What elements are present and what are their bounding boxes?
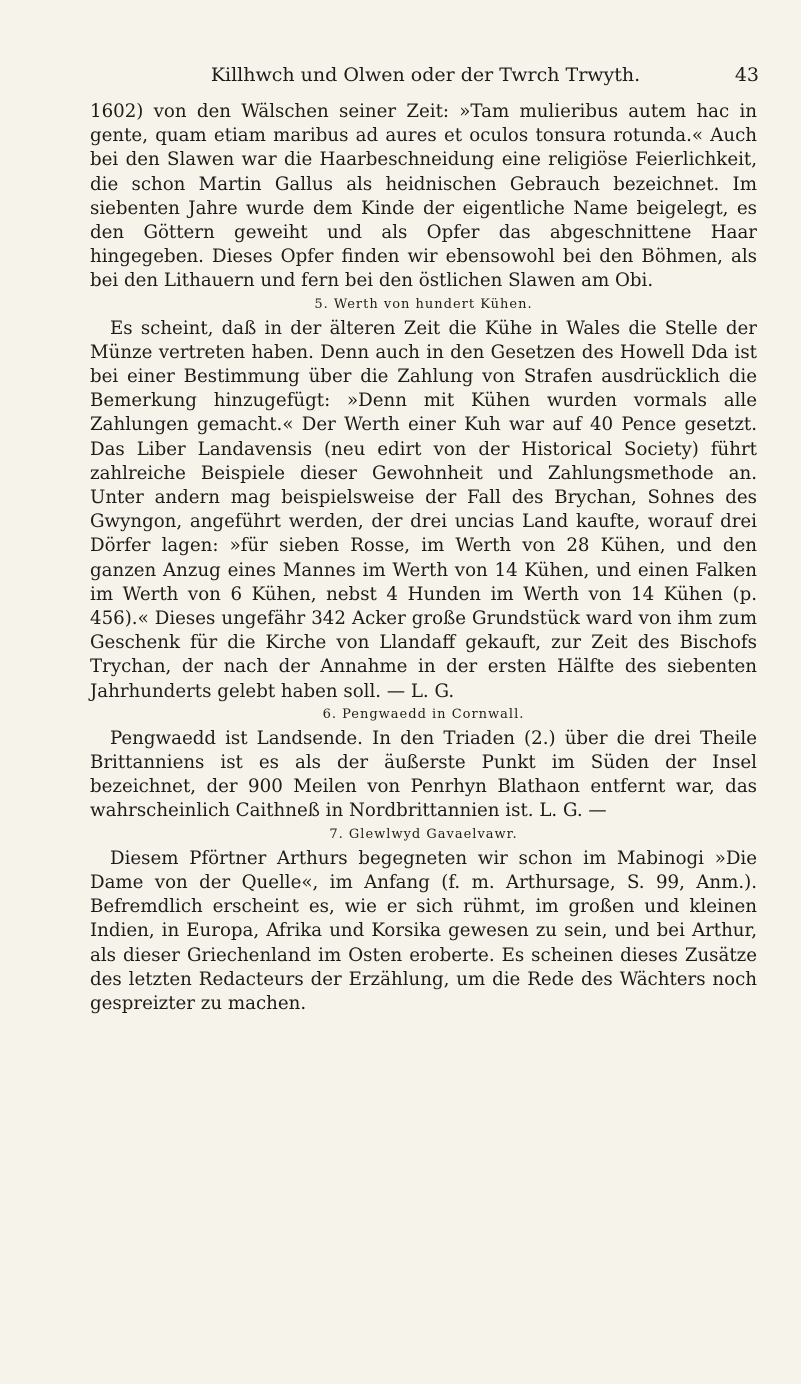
paragraph: Diesem Pförtner Arthurs begegneten wir schon im Mabinogi »Die Dame von der Quelle«, im Anfang (f. m. Arthursage, S. 99, Anm.). Befremdlich erscheint es, wie er sich rühmt, im großen und kleinen Indien, in Europa, Afrika und Korsika gewesen zu sein, und bei Arthur, als dieser Griechenland im Osten eroberte. Es scheinen dieses Zusätze des letzten Redacteurs der Erzählung, um die Rede des Wächters noch gespreizter zu machen. [90,847,757,1014]
running-title: Killhwch und Olwen oder der Twrch Trwyth. [210,64,641,86]
section-heading: 7. Glewlwyd Gavaelvawr. [329,826,518,842]
text-body [90,100,757,1016]
section-heading: 6. Pengwaedd in Cornwall. [322,706,525,722]
page-number: 43 [734,64,759,86]
paragraph: Pengwaedd ist Landsende. In den Triaden (2.) über die drei Theile Brittanniens ist es als der äußerste Punkt im Süden der Insel bezeichnet, der 900 Meilen von Penrhyn Blathaon entfernt war, das wahrscheinlich Caithneß in Nordbrittannien ist. L. G. — [90,727,757,822]
paragraph: Es scheint, daß in der älteren Zeit die Kühe in Wales die Stelle der Münze vertreten haben. Denn auch in den Gesetzen des Howell Dda ist bei einer Bestimmung über die Zahlung von Strafen ausdrücklich die Bemerkung hinzugefügt: »Denn mit Kühen wurden vormals alle Zahlungen gemacht.« Der Werth einer Kuh war auf 40 Pence gesetzt. Das Liber Landavensis (neu edirt von der Historical Society) führt zahlreiche Beispiele dieser Gewohnheit und Zahlungsmethode an. Unter andern mag beispielsweise der Fall des Brychan, Sohnes des Gwyngon, angeführt werden, der drei uncias Land kaufte, worauf drei Dörfer lagen: »für sieben Rosse, im Werth von 28 Kühen, und den ganzen Anzug eines Mannes im Werth von 14 Kühen, und einen Falken im Werth von 6 Kühen, nebst 4 Hunden im Werth von 14 Kühen (p. 456).« Dieses ungefähr 342 Acker große Grundstück ward von ihm zum Geschenk für die Kirche von Llandaff gekauft, zur Zeit des Bischofs Trychan, der nach der Annahme in der ersten Hälfte des siebenten Jahrhunderts gelebt haben soll. — L. G. [90,317,757,702]
running-head [92,64,759,86]
section-heading: 5. Werth von hundert Kühen. [314,296,533,312]
paragraph: 1602) von den Wälschen seiner Zeit: »Tam mulieribus autem hac in gente, quam etiam maribus ad aures et oculos tonsura rotunda.« Auch bei den Slawen war die Haarbeschneidung eine religiöse Feierlichkeit, die schon Martin Gallus als heidnischen Gebrauch bezeichnet. Im siebenten Jahre wurde dem Kinde der eigentliche Name beigelegt, es den Göttern geweiht und als Opfer das abgeschnittene Haar hingegeben. Dieses Opfer finden wir ebensowohl bei den Böhmen, als bei den Lithauern und fern bei den östlichen Slawen am Obi. [90,101,757,292]
